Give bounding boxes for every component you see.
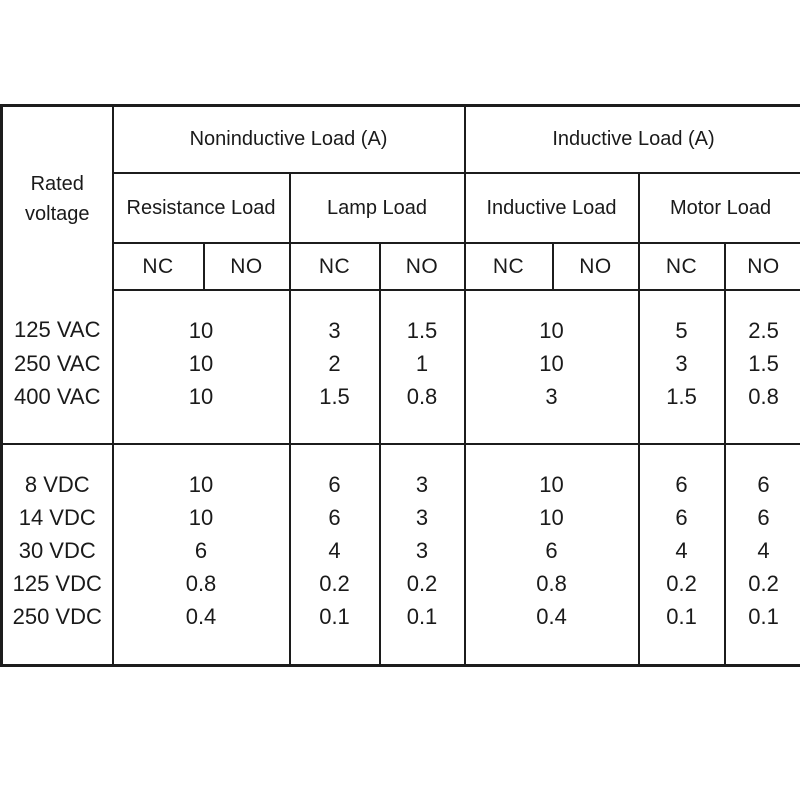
table-row-250vdc — [2, 600, 800, 666]
motor-load-no-value: 2.5 — [725, 290, 800, 347]
contact-header-nc: NC — [465, 243, 553, 290]
lamp-load-no-value: 0.2 — [380, 567, 465, 600]
inductive-load-value: 3 — [465, 380, 639, 444]
table-row-125vdc — [2, 567, 800, 600]
contact-header-nc: NC — [639, 243, 725, 290]
voltage-cell: 14 VDC — [2, 501, 113, 534]
sub-header-resistance-load: Resistance Load — [113, 173, 290, 243]
sub-header-lamp-load: Lamp Load — [290, 173, 465, 243]
motor-load-nc-value: 5 — [639, 290, 725, 347]
table-row-14vdc — [2, 501, 800, 534]
lamp-load-no-value: 0.8 — [380, 380, 465, 444]
voltage-cell: 250 VDC — [2, 600, 113, 666]
voltage-cell: 250 VAC — [2, 347, 113, 380]
contact-header-no: NO — [725, 243, 800, 290]
lamp-load-nc-value: 4 — [290, 534, 380, 567]
motor-load-nc-value: 6 — [639, 501, 725, 534]
contact-ratings-table — [0, 104, 800, 667]
resistance-load-value: 0.4 — [113, 600, 290, 666]
table-row-400vac — [2, 380, 800, 444]
table-row-250vac — [2, 347, 800, 380]
sub-header-motor-load: Motor Load — [639, 173, 800, 243]
table-row-125vac — [2, 290, 800, 347]
group-header-inductive-load: Inductive Load (A) — [465, 106, 800, 174]
lamp-load-nc-value: 2 — [290, 347, 380, 380]
voltage-cell: 125 VAC — [2, 290, 113, 347]
motor-load-nc-value: 1.5 — [639, 380, 725, 444]
lamp-load-nc-value: 0.1 — [290, 600, 380, 666]
voltage-cell: 30 VDC — [2, 534, 113, 567]
motor-load-no-value: 0.8 — [725, 380, 800, 444]
lamp-load-no-value: 3 — [380, 534, 465, 567]
resistance-load-value: 6 — [113, 534, 290, 567]
inductive-load-value: 6 — [465, 534, 639, 567]
motor-load-no-value: 1.5 — [725, 347, 800, 380]
contact-header-nc: NC — [290, 243, 380, 290]
lamp-load-nc-value: 6 — [290, 444, 380, 501]
contact-header-no: NO — [204, 243, 290, 290]
sub-header-row — [2, 173, 800, 243]
lamp-load-no-value: 1 — [380, 347, 465, 380]
motor-load-no-value: 0.1 — [725, 600, 800, 666]
motor-load-no-value: 6 — [725, 444, 800, 501]
contact-header-no: NO — [380, 243, 465, 290]
resistance-load-value: 10 — [113, 444, 290, 501]
resistance-load-value: 10 — [113, 380, 290, 444]
lamp-load-nc-value: 6 — [290, 501, 380, 534]
lamp-load-nc-value: 0.2 — [290, 567, 380, 600]
group-header-noninductive-load: Noninductive Load (A) — [113, 106, 465, 174]
contact-header-row — [2, 243, 800, 290]
table-row-30vdc — [2, 534, 800, 567]
sub-header-inductive-load: Inductive Load — [465, 173, 639, 243]
motor-load-nc-value: 0.2 — [639, 567, 725, 600]
motor-load-no-value: 4 — [725, 534, 800, 567]
resistance-load-value: 10 — [113, 290, 290, 347]
corner-header-line2: voltage — [25, 202, 90, 225]
lamp-load-no-value: 1.5 — [380, 290, 465, 347]
lamp-load-no-value: 3 — [380, 444, 465, 501]
corner-header-line1: Rated — [30, 172, 84, 195]
resistance-load-value: 10 — [113, 347, 290, 380]
inductive-load-value: 0.8 — [465, 567, 639, 600]
voltage-cell: 8 VDC — [2, 444, 113, 501]
motor-load-no-value: 0.2 — [725, 567, 800, 600]
motor-load-nc-value: 0.1 — [639, 600, 725, 666]
resistance-load-value: 0.8 — [113, 567, 290, 600]
inductive-load-value: 0.4 — [465, 600, 639, 666]
inductive-load-value: 10 — [465, 290, 639, 347]
corner-header-rated-voltage — [2, 106, 113, 291]
contact-header-no: NO — [553, 243, 639, 290]
inductive-load-value: 10 — [465, 444, 639, 501]
lamp-load-nc-value: 3 — [290, 290, 380, 347]
motor-load-nc-value: 4 — [639, 534, 725, 567]
lamp-load-nc-value: 1.5 — [290, 380, 380, 444]
table-row-8vdc — [2, 444, 800, 501]
inductive-load-value: 10 — [465, 501, 639, 534]
voltage-cell: 125 VDC — [2, 567, 113, 600]
lamp-load-no-value: 0.1 — [380, 600, 465, 666]
motor-load-nc-value: 3 — [639, 347, 725, 380]
lamp-load-no-value: 3 — [380, 501, 465, 534]
motor-load-no-value: 6 — [725, 501, 800, 534]
voltage-cell: 400 VAC — [2, 380, 113, 444]
contact-header-nc: NC — [113, 243, 204, 290]
group-header-row — [2, 106, 800, 174]
inductive-load-value: 10 — [465, 347, 639, 380]
resistance-load-value: 10 — [113, 501, 290, 534]
motor-load-nc-value: 6 — [639, 444, 725, 501]
